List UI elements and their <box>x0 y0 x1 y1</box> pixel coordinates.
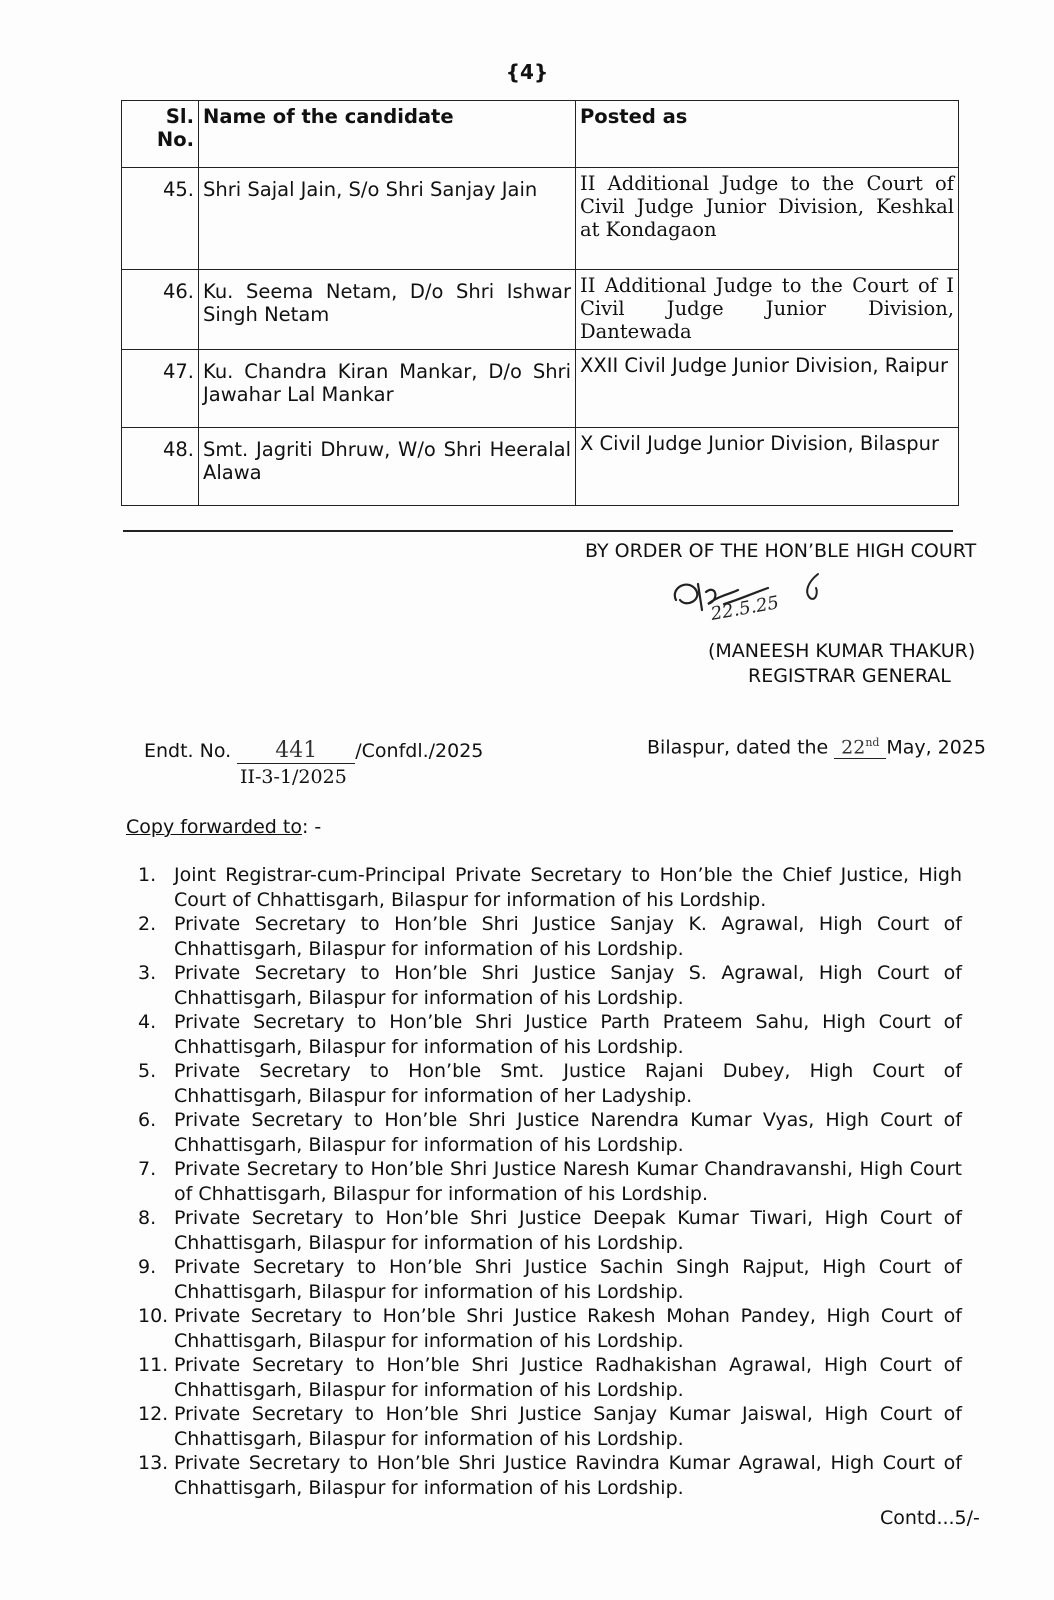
copy-forwarded-tail: : - <box>301 816 322 838</box>
endorsement-prefix: Endt. No. <box>144 740 232 762</box>
table-row <box>122 270 959 350</box>
row-posted-as: II Additional Judge to the Court of I Civil Judge Junior Division, Dantewada <box>576 270 959 350</box>
header-candidate-name: Name of the candidate <box>199 101 576 168</box>
table-row <box>122 168 959 270</box>
divider-rule <box>123 530 953 532</box>
row-candidate-name: Shri Sajal Jain, S/o Shri Sanjay Jain <box>199 168 576 270</box>
list-item: 5. Private Secretary to Hon’ble Smt. Justice Rajani Dubey, High Court of Chhattisgarh, Bilaspur for information of her Ladyship. <box>138 1060 962 1107</box>
table-row <box>122 350 959 428</box>
signatory-title: REGISTRAR GENERAL <box>748 665 951 687</box>
endorsement-suffix: /Confdl./2025 <box>355 740 484 762</box>
dated-rest: May, 2025 <box>886 736 987 759</box>
list-item: 9. Private Secretary to Hon’ble Shri Justice Sachin Singh Rajput, High Court of Chhattisgarh, Bilaspur for information of his Lordship. <box>138 1256 962 1303</box>
row-sl-no: 46. <box>122 270 199 350</box>
endorsement-file-ref: II-3-1/2025 <box>240 766 347 788</box>
signatory-name: (MANEESH KUMAR THAKUR) <box>708 640 976 662</box>
copy-forwarded-heading <box>126 816 321 838</box>
list-item: 2. Private Secretary to Hon’ble Shri Justice Sanjay K. Agrawal, High Court of Chhattisgarh, Bilaspur for information of his Lordship. <box>138 913 962 960</box>
list-item: 4. Private Secretary to Hon’ble Shri Justice Parth Prateem Sahu, High Court of Chhattisgarh, Bilaspur for information of his Lordship. <box>138 1011 962 1058</box>
row-candidate-name: Smt. Jagriti Dhruw, W/o Shri Heeralal Alawa <box>199 428 576 506</box>
page-number: {4} <box>505 60 549 84</box>
row-posted-as: XXII Civil Judge Junior Division, Raipur <box>576 350 959 428</box>
row-sl-no: 47. <box>122 350 199 428</box>
list-item: 11. Private Secretary to Hon’ble Shri Justice Radhakishan Agrawal, High Court of Chhattisgarh, Bilaspur for information of his Lordship. <box>138 1354 962 1401</box>
dated-prefix: Bilaspur, dated the <box>647 736 829 759</box>
list-item: 8. Private Secretary to Hon’ble Shri Justice Deepak Kumar Tiwari, High Court of Chhattisgarh, Bilaspur for information of his Lordship. <box>138 1207 962 1254</box>
row-posted-as: X Civil Judge Junior Division, Bilaspur <box>576 428 959 506</box>
order-line: BY ORDER OF THE HON’BLE HIGH COURT <box>585 540 977 562</box>
header-sl-no: Sl. No. <box>122 101 199 168</box>
row-candidate-name: Ku. Seema Netam, D/o Shri Ishwar Singh Netam <box>199 270 576 350</box>
recipient-list <box>138 863 962 1500</box>
list-item: 1. Joint Registrar-cum-Principal Private Secretary to Hon’ble the Chief Justice, High Court of Chhattisgarh, Bilaspur for information of his Lordship. <box>138 864 962 911</box>
list-item: 13. Private Secretary to Hon’ble Shri Justice Ravindra Kumar Agrawal, High Court of Chhattisgarh, Bilaspur for information of his Lordship. <box>138 1452 962 1499</box>
row-posted-as: II Additional Judge to the Court of Civil Judge Junior Division, Keshkal at Kondagaon <box>576 168 959 270</box>
table-header-row <box>122 101 959 168</box>
list-item: 10. Private Secretary to Hon’ble Shri Justice Rakesh Mohan Pandey, High Court of Chhattisgarh, Bilaspur for information of his Lordship. <box>138 1305 962 1352</box>
handwritten-signature <box>668 570 848 630</box>
list-item: 6. Private Secretary to Hon’ble Shri Justice Narendra Kumar Vyas, High Court of Chhattisgarh, Bilaspur for information of his Lordship. <box>138 1109 962 1156</box>
table-row <box>122 428 959 506</box>
dated-line <box>647 736 986 759</box>
continued-note: Contd...5/- <box>880 1507 980 1529</box>
row-sl-no: 45. <box>122 168 199 270</box>
row-sl-no: 48. <box>122 428 199 506</box>
row-candidate-name: Ku. Chandra Kiran Mankar, D/o Shri Jawahar Lal Mankar <box>199 350 576 428</box>
svg-text:22.5.25: 22.5.25 <box>709 592 781 625</box>
dated-day: 22nd <box>834 736 886 759</box>
list-item: 7. Private Secretary to Hon’ble Shri Justice Naresh Kumar Chandravanshi, High Court of Chhattisgarh, Bilaspur for information of his Lordship. <box>138 1158 962 1205</box>
list-item: 12. Private Secretary to Hon’ble Shri Justice Sanjay Kumar Jaiswal, High Court of Chhattisgarh, Bilaspur for information of his Lordship. <box>138 1403 962 1450</box>
header-posted-as: Posted as <box>576 101 959 168</box>
list-item: 3. Private Secretary to Hon’ble Shri Justice Sanjay S. Agrawal, High Court of Chhattisgarh, Bilaspur for information of his Lordship. <box>138 962 962 1009</box>
endorsement-number <box>144 738 483 764</box>
copy-forwarded-label: Copy forwarded to <box>126 816 302 838</box>
postings-table <box>121 100 959 506</box>
endorsement-handwritten-number: 441 <box>237 738 355 764</box>
